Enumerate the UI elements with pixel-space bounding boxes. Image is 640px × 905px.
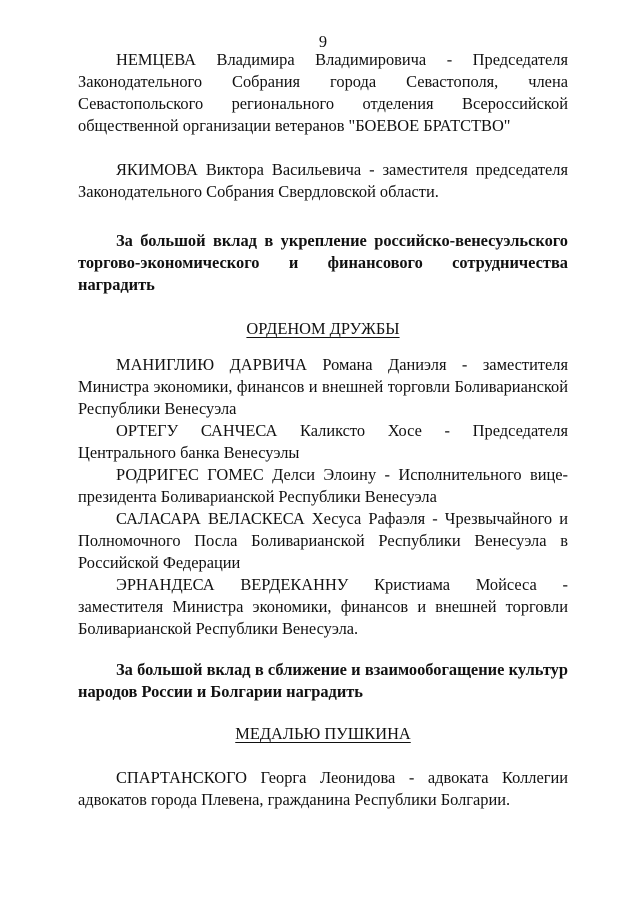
section2-award-heading: МЕДАЛЬЮ ПУШКИНА [235,724,411,743]
section1-intro: За большой вклад в укрепление российско-венесуэльского торгово-экономического и финансового сотрудничества наградить [78,231,568,294]
recipient-rodriguez: РОДРИГЕС ГОМЕС Делси Элоину - Исполнительного вице-президента Боливарианской Республики Венесуэла [78,465,568,506]
recipient-spartanski: СПАРТАНСКОГО Георга Леонидова - адвоката Коллегии адвокатов города Плевена, гражданина Республики Болгарии. [78,768,568,809]
page-number: 9 [318,32,328,51]
section1-award-heading: ОРДЕНОМ ДРУЖБЫ [246,319,400,338]
recipient-hernandez: ЭРНАНДЕСА ВЕРДЕКАННУ Кристиама Мойсеса - заместителя Министра экономики, финансов и внешней торговли Боливарианской Республики Венесуэла. [78,575,568,638]
paragraph-yakimov: ЯКИМОВА Виктора Васильевича - заместителя председателя Законодательного Собрания Свердловской области. [78,160,568,201]
recipient-salasar: САЛАСАРА ВЕЛАСКЕСА Хесуса Рафаэля - Чрезвычайного и Полномочного Посла Боливарианской Республики Венесуэла в Российской Федерации [78,509,568,572]
recipient-ortega: ОРТЕГУ САНЧЕСА Каликсто Хосе - Председателя Центрального банка Венесуэлы [78,421,568,462]
section2-intro: За большой вклад в сближение и взаимообогащение культур народов России и Болгарии наградить [78,660,568,701]
recipient-maniglia: МАНИГЛИЮ ДАРВИЧА Романа Даниэля - заместителя Министра экономики, финансов и внешней торговли Боливарианской Республики Венесуэла [78,355,568,418]
paragraph-nemtsev: НЕМЦЕВА Владимира Владимировича - Председателя Законодательного Собрания города Севастополя, члена Севастопольского регионального отделения Всероссийской общественной организации ветеранов "БОЕВОЕ БРАТСТВО" [78,50,568,135]
